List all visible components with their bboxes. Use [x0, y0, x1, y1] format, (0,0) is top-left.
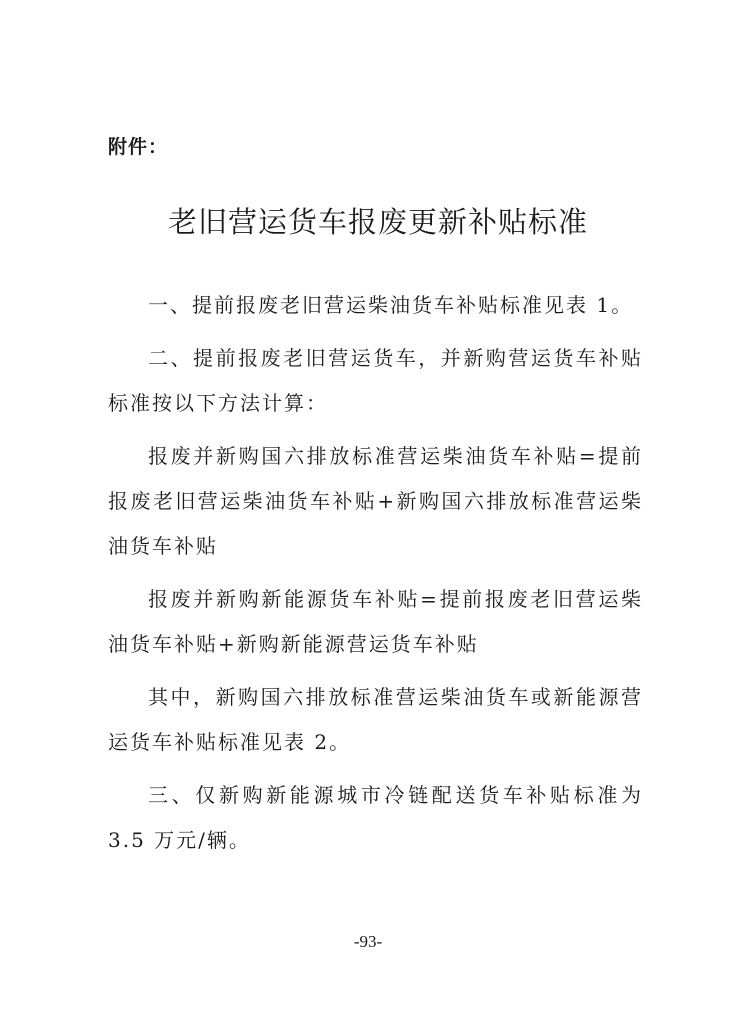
page-number: -93-	[353, 932, 383, 951]
document-body	[108, 283, 643, 871]
paragraph-2: 二、提前报废老旧营运货车，并新购营运货车补贴标准按以下方法计算：	[108, 346, 643, 415]
paragraph-1: 一、提前报废老旧营运柴油货车补贴标准见表 1。	[148, 293, 634, 317]
document-title: 老旧营运货车报废更新补贴标准	[167, 205, 588, 239]
paragraph-3: 报废并新购国六排放标准营运柴油货车补贴=提前报废老旧营运柴油货车补贴+新购国六排放标准营运柴油货车补贴	[108, 444, 643, 558]
paragraph-4: 报废并新购新能源货车补贴=提前报废老旧营运柴油货车补贴+新购新能源营运货车补贴	[108, 587, 643, 656]
paragraph-6: 三、仅新购新能源城市冷链配送货车补贴标准为 3.5 万元/辆。	[108, 783, 643, 852]
paragraph-5: 其中，新购国六排放标准营运柴油货车或新能源营运货车补贴标准见表 2。	[108, 685, 643, 754]
attachment-label: 附件：	[108, 136, 169, 158]
